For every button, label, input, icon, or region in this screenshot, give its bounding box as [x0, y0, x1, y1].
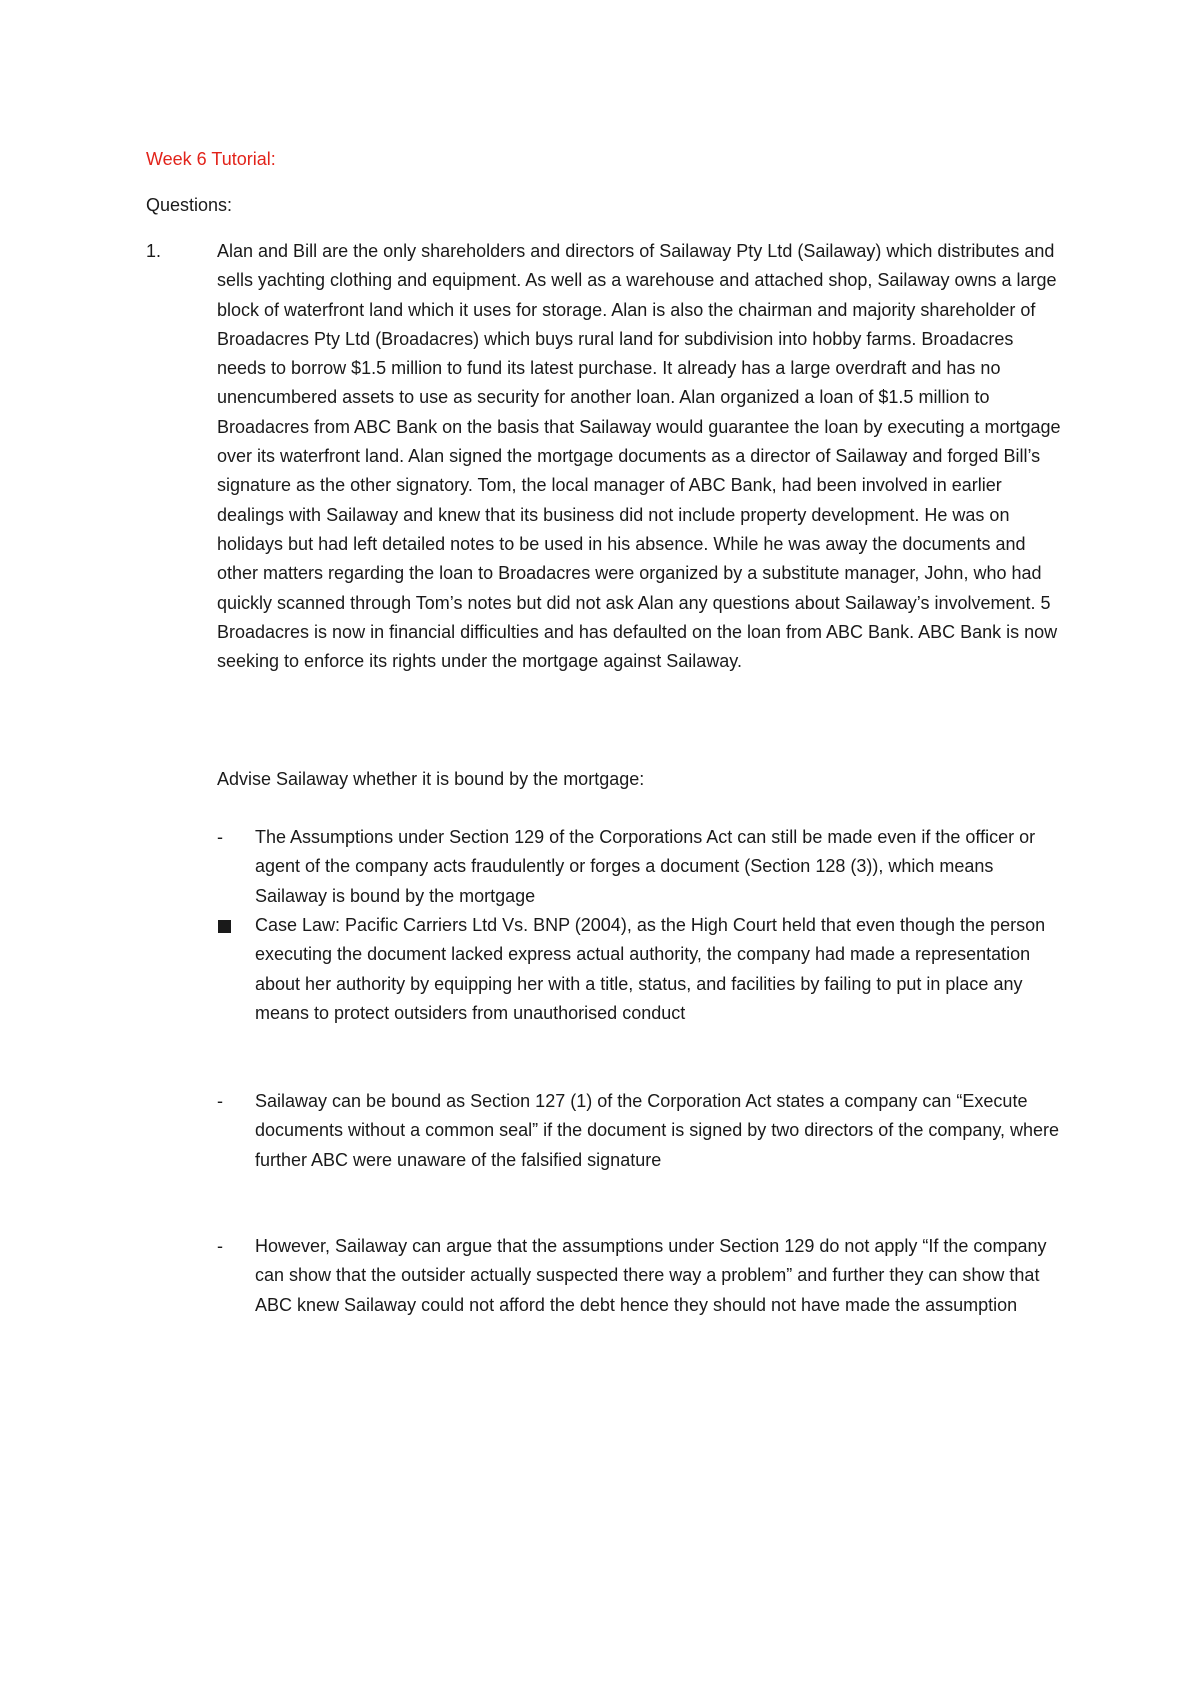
- section-label-questions: Questions:: [146, 195, 233, 215]
- document-title: Week 6 Tutorial:: [146, 149, 276, 169]
- question-number: 1.: [146, 241, 162, 261]
- dash-bullet: -: [217, 827, 223, 847]
- answer-item-1: [217, 823, 1077, 911]
- dash-bullet: -: [217, 1091, 223, 1111]
- answer-item-3: [217, 1087, 1077, 1175]
- answer-text: Case Law: Pacific Carriers Ltd Vs. BNP (2004), as the High Court held that even though the person executing the document lacked express actual authority, the company had made a representation about her authority by equipping her with a title, status, and facilities by failing to put in place any means to protect outsiders from unauthorised conduct: [255, 915, 1046, 1023]
- dash-bullet: -: [217, 1236, 223, 1256]
- question-text: Alan and Bill are the only shareholders and directors of Sailaway Pty Ltd (Sailaway) which distributes and sells yachting clothing and equipment. As well as a warehouse and attached shop, Sailaway owns a large block of waterfront land which it uses for storage. Alan is also the chairman and majority shareholder of Broadacres Pty Ltd (Broadacres) which buys rural land for subdivision into hobby farms. Broadacres needs to borrow $1.5 million to fund its latest purchase. It already has a large overdraft and has no unencumbered assets to use as security for another loan. Alan organized a loan of $1.5 million to Broadacres from ABC Bank on the basis that Sailaway would guarantee the loan by executing a mortgage over its waterfront land. Alan signed the mortgage documents as a director of Sailaway and forged Bill’s signature as the other signatory. Tom, the local manager of ABC Bank, had been involved in earlier dealings with Sailaway and knew that its business did not include property development. He was on holidays but had left detailed notes to be used in his absence. While he was away the documents and other matters regarding the loan to Broadacres were organized by a substitute manager, John, who had quickly scanned through Tom’s notes but did not ask Alan any questions about Sailaway’s involvement. 5 Broadacres is now in financial difficulties and has defaulted on the loan from ABC Bank. ABC Bank is now seeking to enforce its rights under the mortgage against Sailaway.: [217, 241, 1061, 672]
- answer-text: However, Sailaway can argue that the assumptions under Section 129 do not apply “If the company can show that the outsider actually suspected there way a problem” and further they can show that ABC knew Sailaway could not afford the debt hence they should not have made the assumption: [255, 1236, 1047, 1315]
- answer-text: Sailaway can be bound as Section 127 (1) of the Corporation Act states a company can “Execute documents without a common seal” if the document is signed by two directors of the company, where further ABC were unaware of the falsified signature: [255, 1091, 1060, 1170]
- answer-item-2: [217, 911, 1077, 1028]
- answer-item-4: [217, 1232, 1077, 1320]
- question-1: [146, 237, 1076, 676]
- advice-prompt: Advise Sailaway whether it is bound by the mortgage:: [217, 769, 645, 789]
- square-bullet-icon: [218, 920, 231, 933]
- answer-text: The Assumptions under Section 129 of the Corporations Act can still be made even if the officer or agent of the company acts fraudulently or forges a document (Section 128 (3)), which means Sailaway is bound by the mortgage: [255, 827, 1036, 906]
